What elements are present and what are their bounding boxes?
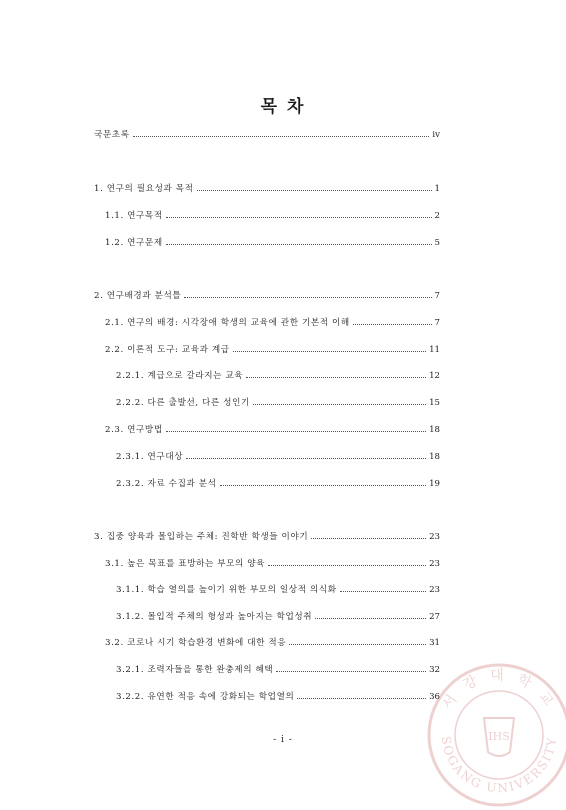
toc-entry-3-2-1[interactable] [94,665,440,676]
toc-entry-page: 36 [429,692,440,702]
toc-entry-page: 1 [434,184,440,194]
toc-entry-1-2[interactable] [94,238,440,249]
toc-entry-label: 2.3.2. 자료 수집과 분석 [116,479,217,489]
toc-entry-label: 2.3. 연구방법 [105,425,163,435]
toc-entry-label: 2.2. 이론적 도구: 교육과 계급 [105,345,230,355]
leader-dots [276,665,426,672]
leader-dots [186,452,426,459]
toc-entry-2-3-2[interactable] [94,479,440,490]
toc-entry-page: 18 [429,425,440,435]
leader-dots [133,130,430,137]
toc-entry-label: 3.2.2. 유연한 적응 속에 강화되는 학업열의 [116,692,295,702]
leader-dots [311,532,426,539]
toc-entry-page: 7 [434,291,440,301]
toc-entry-2-3-1[interactable] [94,452,440,463]
toc-entry-label: 3. 집중 양육과 몰입하는 주체: 진학반 학생들 이야기 [94,532,309,542]
seal-top-text: 서 강 대 학 교 [439,668,559,713]
toc-entry-label: 2.3.1. 연구대상 [116,452,184,462]
toc-entry-3-2-2[interactable] [94,692,440,703]
seal-center-text: IHS [488,730,510,743]
toc-entry-label: 3.1.1. 학습 열의를 높이기 위한 부모의 일상적 의식화 [116,585,337,595]
toc-entry-label: 1. 연구의 필요성과 목적 [94,184,194,194]
leader-dots [340,585,426,592]
toc-entry-2-3[interactable] [94,425,440,436]
toc-entry-page: 15 [429,398,440,408]
toc-entry-label: 1.2. 연구문제 [105,238,163,248]
toc-entry-label: 국문초록 [94,130,130,140]
toc-entry-3-1-2[interactable] [94,612,440,623]
toc-entry-label: 2. 연구배경과 분석틀 [94,291,182,301]
toc-entry-2-2[interactable] [94,345,440,356]
toc-entry-label: 3.2. 코로나 시기 학습환경 변화에 대한 적응 [105,638,287,648]
toc-entry-page: 2 [434,211,440,221]
toc-entry-page: iv [432,130,440,140]
toc-entry-3-2[interactable] [94,638,440,649]
toc-entry-page: 18 [429,452,440,462]
toc-entry-2-2-2[interactable] [94,398,440,409]
toc-entry-page: 31 [429,638,440,648]
toc-entry-3-1-1[interactable] [94,585,440,596]
leader-dots [353,318,432,325]
toc-entry-page: 5 [434,238,440,248]
toc-entry-page: 19 [429,479,440,489]
toc-entry-label: 3.1.2. 몰입적 주체의 형성과 높아지는 학업성취 [116,612,313,622]
leader-dots [253,398,426,405]
toc-entry-page: 7 [434,318,440,328]
leader-dots [197,184,432,191]
toc-entry-label: 3.2.1. 조력자들을 통한 완충제의 혜택 [116,665,274,675]
toc-entry-page: 23 [429,585,440,595]
leader-dots [220,479,427,486]
toc-entry-label: 2.2.2. 다른 출발선, 다른 성인기 [116,398,250,408]
leader-dots [166,211,432,218]
toc-entry-page: 23 [429,532,440,542]
toc-entry-2-2-1[interactable] [94,371,440,382]
toc-entry-abstract[interactable] [94,130,440,141]
leader-dots [246,371,426,378]
leader-dots [268,559,426,566]
toc-entry-page: 27 [429,612,440,622]
toc-entry-2-1[interactable] [94,318,440,329]
seal-bottom-text: SOGANG UNIVERSITY [438,735,560,796]
leader-dots [297,692,426,699]
page-number: - i - [273,735,293,745]
toc-entry-1[interactable] [94,184,440,195]
leader-dots [166,238,432,245]
toc-entry-page: 11 [429,345,440,355]
toc-entry-page: 23 [429,559,440,569]
toc-entry-3[interactable] [94,532,440,543]
toc-entry-label: 2.2.1. 계급으로 갈라지는 교육 [116,371,244,381]
toc-entry-label: 2.1. 연구의 배경: 시각장애 학생의 교육에 관한 기본적 이해 [105,318,350,328]
toc-entry-page: 32 [429,665,440,675]
toc-entry-2[interactable] [94,291,440,302]
leader-dots [289,638,426,645]
toc-entry-page: 12 [429,371,440,381]
toc-entry-label: 1.1. 연구목적 [105,211,163,221]
toc-entry-1-1[interactable] [94,211,440,222]
leader-dots [184,291,431,298]
leader-dots [315,612,426,619]
leader-dots [233,345,426,352]
university-seal-watermark [424,660,566,810]
toc-entry-3-1[interactable] [94,559,440,570]
toc-title: 목 차 [260,97,306,117]
leader-dots [166,425,426,432]
toc-entry-label: 3.1. 높은 목표를 표방하는 부모의 양육 [105,559,266,569]
